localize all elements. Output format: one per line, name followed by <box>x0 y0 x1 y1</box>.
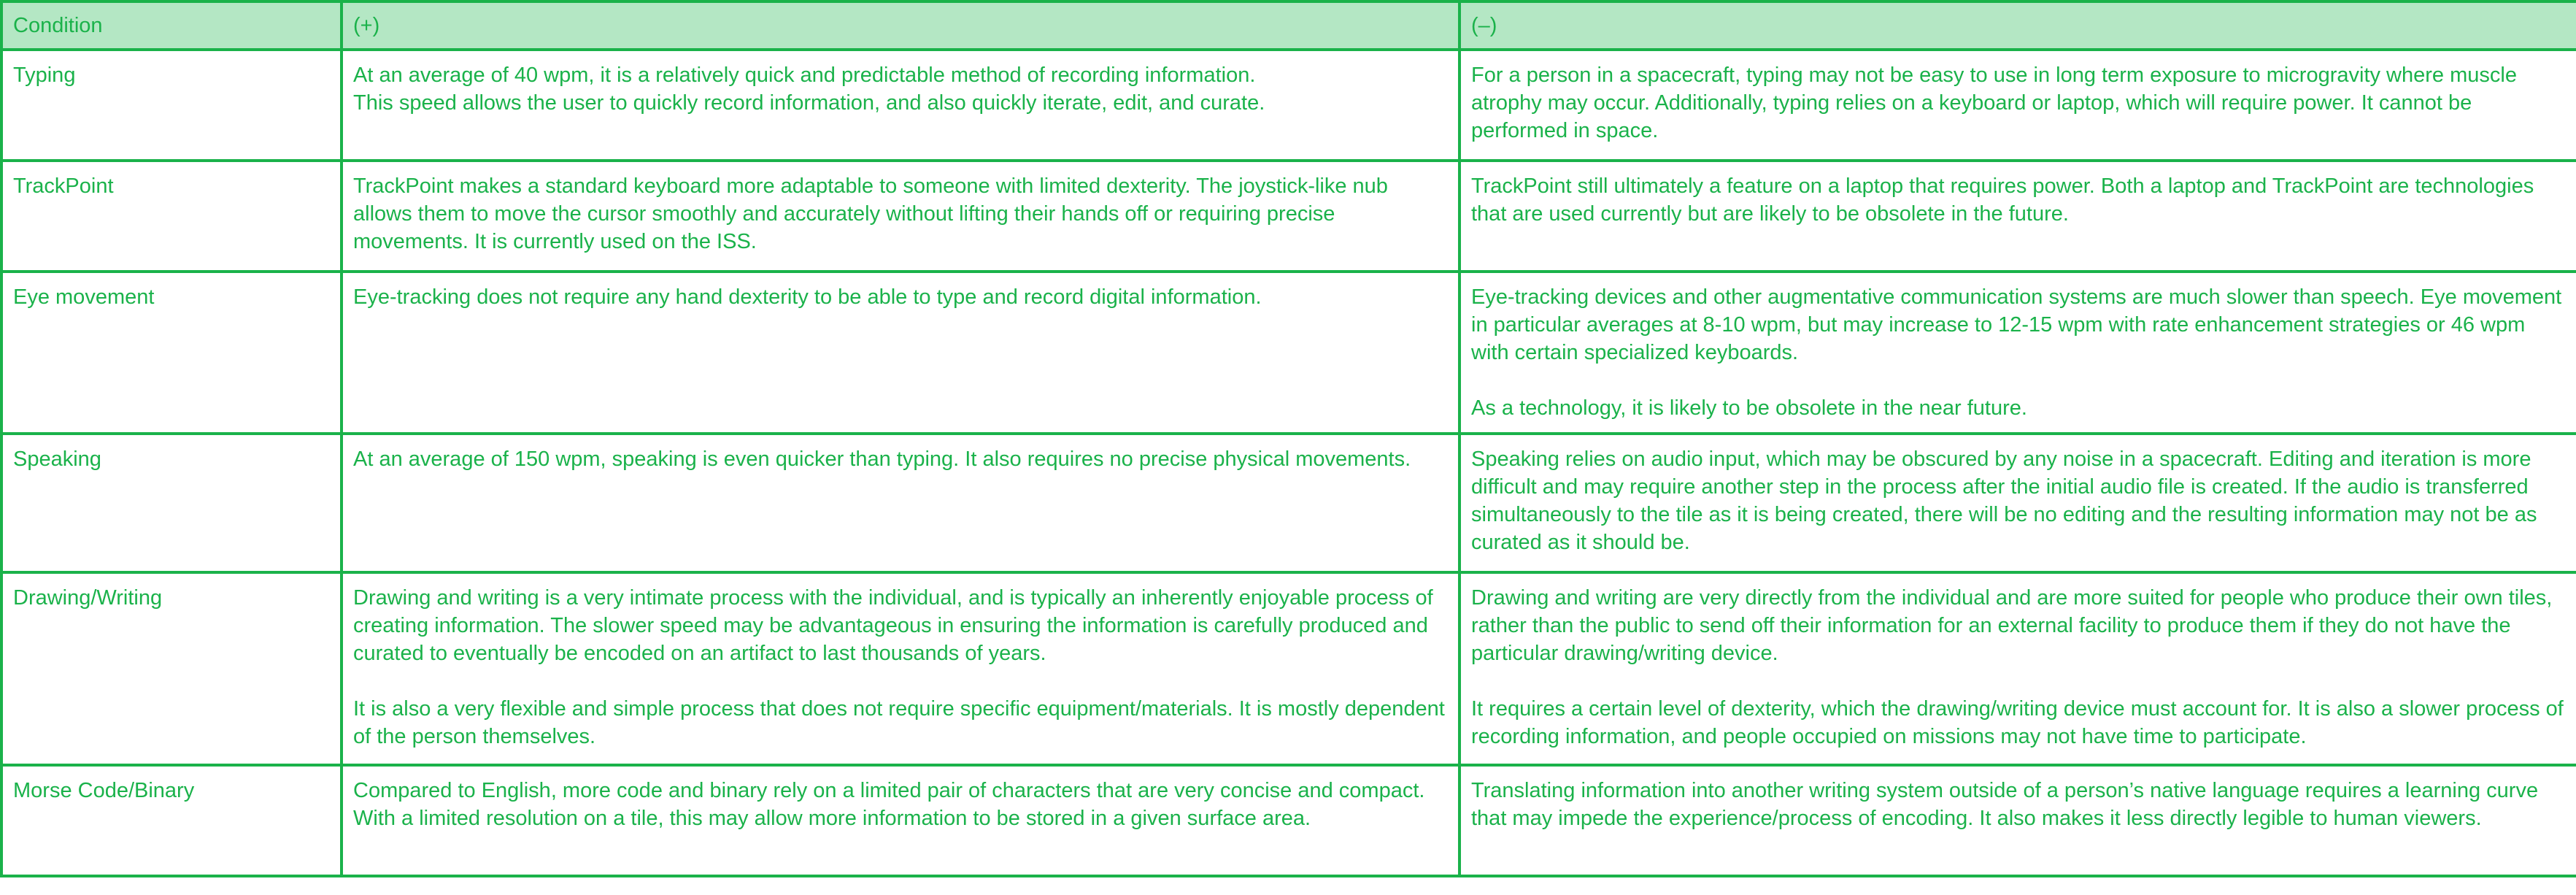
table-row <box>1 161 2576 272</box>
condition-cell: Eye movement <box>1 272 342 434</box>
cons-cell <box>1459 161 2576 272</box>
pros-cell <box>342 765 1459 876</box>
table-row <box>1 272 2576 434</box>
header-pros: (+) <box>342 1 1459 50</box>
cons-text: Eye-tracking devices and other augmentative communication systems are much slower than speech. Eye movement in particular averages at 8-10 wpm, but may increase to 12-15 wpm with rate enhancement strategies or 46 wpm with certain specialized keyboards. <box>1471 285 2562 364</box>
cons-text: Translating information into another writing system outside of a person’s native language requires a learning curve that may impede the experience/process of encoding. It also makes it less directly legible to human viewers. <box>1471 779 2539 830</box>
cons-cell <box>1459 765 2576 876</box>
pros-cell <box>342 50 1459 161</box>
table-row <box>1 50 2576 161</box>
pros-text: Compared to English, more code and binary rely on a limited pair of characters that are very concise and compact. With a limited resolution on a tile, this may allow more information to be stored in a given surface area. <box>353 779 1425 830</box>
header-row <box>1 1 2576 50</box>
condition-cell: Speaking <box>1 434 342 572</box>
pros-text: Drawing and writing is a very intimate process with the individual, and is typically an inherently enjoyable process of creating information. The slower speed may be advantageous in ensuring the information is carefully produced and curated to eventually be encoded on an artifact to last thousands of years. <box>353 586 1433 665</box>
pros-text: Eye-tracking does not require any hand dexterity to be able to type and record digital information. <box>353 285 1262 309</box>
cons-text: Drawing and writing are very directly from the individual and are more suited for people who produce their own tiles, rather than the public to send off their information for an external facility to produce them if they do not have the particular drawing/writing device. <box>1471 586 2553 665</box>
cons-cell <box>1459 50 2576 161</box>
pros-cell <box>342 272 1459 434</box>
pros-text: TrackPoint makes a standard keyboard more adaptable to someone with limited dexterity. The joystick-like nub allows them to move the cursor smoothly and accurately without lifting their hands off or requiring precise movements. It is currently used on the ISS. <box>353 174 1388 253</box>
condition-cell: Morse Code/Binary <box>1 765 342 876</box>
pros-text: It is also a very flexible and simple process that does not require specific equipment/materials. It is mostly dependent of the person themselves. <box>353 697 1445 748</box>
header-condition: Condition <box>1 1 342 50</box>
pros-text: At an average of 40 wpm, it is a relatively quick and predictable method of recording information. This speed allows the user to quickly record information, and also quickly iterate, edit, and curate. <box>353 64 1265 115</box>
cons-cell <box>1459 572 2576 765</box>
condition-cell: Typing <box>1 50 342 161</box>
header-cons: (–) <box>1459 1 2576 50</box>
pros-cell <box>342 572 1459 765</box>
condition-cell: TrackPoint <box>1 161 342 272</box>
condition-cell: Drawing/Writing <box>1 572 342 765</box>
cons-cell <box>1459 434 2576 572</box>
cons-text: TrackPoint still ultimately a feature on a laptop that requires power. Both a laptop and TrackPoint are technologies that are used currently but are likely to be obsolete in the future. <box>1471 174 2534 226</box>
table-header <box>1 1 2576 50</box>
cons-text: It requires a certain level of dexterity, which the drawing/writing device must account for. It is also a slower process of recording information, and people occupied on missions may not have time to participate. <box>1471 697 2564 748</box>
table-row <box>1 572 2576 765</box>
table-row <box>1 434 2576 572</box>
pros-text: At an average of 150 wpm, speaking is even quicker than typing. It also requires no precise physical movements. <box>353 448 1411 471</box>
cons-text: For a person in a spacecraft, typing may not be easy to use in long term exposure to microgravity where muscle atrophy may occur. Additionally, typing relies on a keyboard or laptop, which will require power. It cannot be performed in space. <box>1471 64 2517 142</box>
table-body <box>1 50 2576 876</box>
cons-text: Speaking relies on audio input, which may be obscured by any noise in a spacecraft. Editing and iteration is more difficult and may require another step in the process after the initial audio file is created. If the audio is transferred simultaneously to the tile as it is being created, there will be no editing and the resulting information may not be as curated as it should be. <box>1471 448 2537 554</box>
pros-cell <box>342 161 1459 272</box>
pros-cell <box>342 434 1459 572</box>
table-row <box>1 765 2576 876</box>
cons-cell <box>1459 272 2576 434</box>
cons-text: As a technology, it is likely to be obsolete in the near future. <box>1471 396 2027 420</box>
